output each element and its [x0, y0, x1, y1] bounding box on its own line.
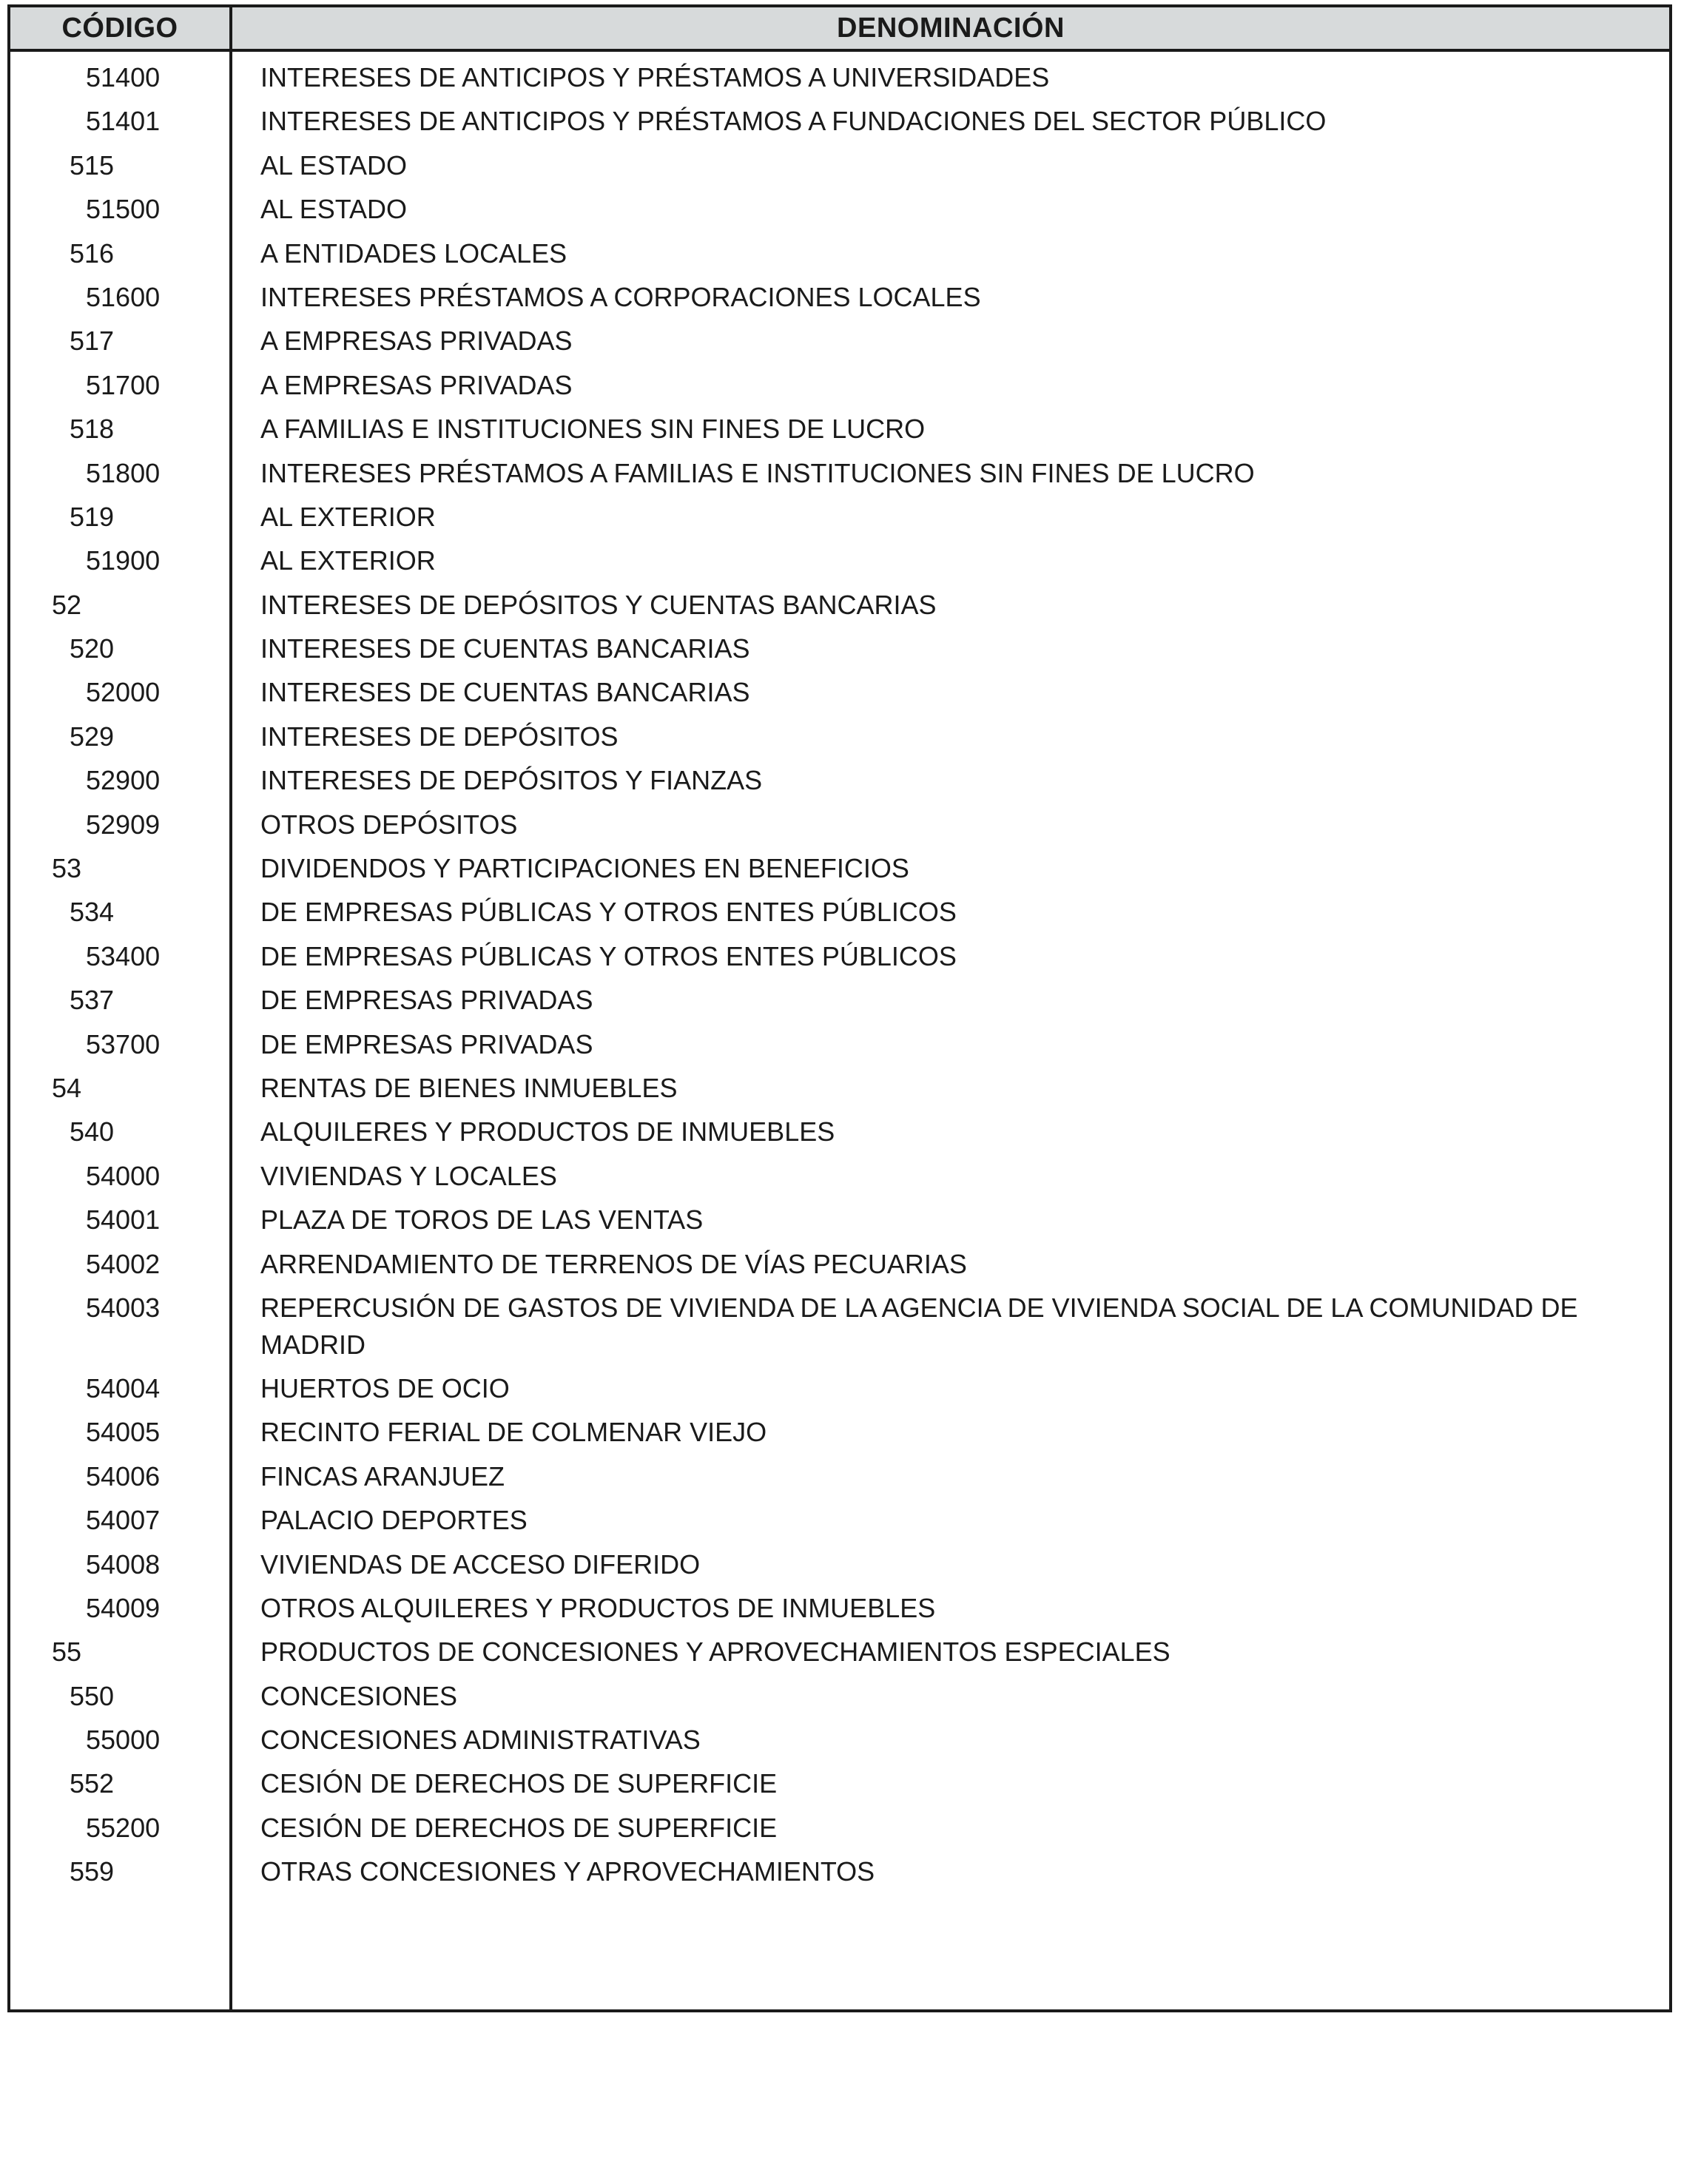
row-denomination: AL EXTERIOR [260, 501, 436, 532]
row-denomination: A FAMILIAS E INSTITUCIONES SIN FINES DE LUCRO [260, 414, 926, 445]
table-row [10, 938, 1669, 982]
row-denomination: DE EMPRESAS PRIVADAS [260, 1028, 593, 1059]
table-row [10, 542, 1669, 586]
row-code: 55000 [86, 1725, 161, 1756]
table-row [10, 1722, 1669, 1765]
row-denomination: HUERTOS DE OCIO [260, 1372, 510, 1403]
row-denomination: DE EMPRESAS PÚBLICAS Y OTROS ENTES PÚBLICOS [260, 897, 957, 928]
table-row [10, 1765, 1669, 1809]
row-code: 540 [70, 1116, 115, 1147]
row-denomination: AL EXTERIOR [260, 545, 436, 576]
row-code: 53700 [86, 1028, 161, 1059]
row-denomination: INTERESES PRÉSTAMOS A CORPORACIONES LOCALES [260, 281, 981, 312]
row-code: 51600 [86, 281, 161, 312]
table-row [10, 1458, 1669, 1502]
row-code: 54005 [86, 1417, 161, 1448]
row-code: 52909 [86, 809, 161, 840]
table-row [10, 762, 1669, 806]
table-row [10, 630, 1669, 674]
table-row [10, 1113, 1669, 1157]
table-row [10, 850, 1669, 894]
column-header-codigo: CÓDIGO [61, 13, 178, 44]
row-denomination: INTERESES DE DEPÓSITOS Y FIANZAS [260, 765, 763, 796]
row-code: 54002 [86, 1248, 161, 1279]
row-code: 54003 [86, 1292, 161, 1323]
table-row [10, 235, 1669, 279]
table-row [10, 1853, 1669, 1897]
row-denomination: ALQUILERES Y PRODUCTOS DE INMUEBLES [260, 1116, 835, 1147]
row-denomination: INTERESES DE ANTICIPOS Y PRÉSTAMOS A UNIVERSIDADES [260, 62, 1050, 92]
row-code: 51401 [86, 106, 161, 137]
table-row [10, 587, 1669, 630]
row-code: 53 [52, 853, 82, 884]
table-row [10, 191, 1669, 235]
row-code: 54007 [86, 1505, 161, 1536]
row-denomination: REPERCUSIÓN DE GASTOS DE VIVIENDA DE LA AGENCIA DE VIVIENDA SOCIAL DE LA COMUNIDAD DE MADRID [260, 1292, 1578, 1360]
table-row [10, 1201, 1669, 1245]
table-row [10, 806, 1669, 850]
row-denomination: DE EMPRESAS PÚBLICAS Y OTROS ENTES PÚBLICOS [260, 940, 957, 971]
row-denomination: A EMPRESAS PRIVADAS [260, 326, 573, 357]
table-row [10, 323, 1669, 366]
row-denomination: INTERESES DE DEPÓSITOS [260, 721, 619, 752]
table-row [10, 367, 1669, 411]
row-code: 51700 [86, 369, 161, 400]
row-code: 54006 [86, 1460, 161, 1492]
row-code: 52 [52, 589, 82, 620]
table-header [10, 7, 1669, 52]
row-code: 55200 [86, 1812, 161, 1843]
table-row [10, 279, 1669, 323]
row-denomination: CESIÓN DE DERECHOS DE SUPERFICIE [260, 1768, 778, 1799]
row-code: 54004 [86, 1372, 161, 1403]
row-denomination: VIVIENDAS Y LOCALES [260, 1160, 557, 1191]
row-denomination: INTERESES DE DEPÓSITOS Y CUENTAS BANCARIAS [260, 589, 937, 620]
table-row [10, 103, 1669, 146]
table-row [10, 1634, 1669, 1677]
row-denomination: OTROS ALQUILERES Y PRODUCTOS DE INMUEBLES [260, 1592, 936, 1623]
row-denomination: RENTAS DE BIENES INMUEBLES [260, 1072, 678, 1103]
table-row [10, 1026, 1669, 1070]
row-denomination: CONCESIONES ADMINISTRATIVAS [260, 1725, 701, 1756]
row-denomination: PLAZA DE TOROS DE LAS VENTAS [260, 1204, 704, 1236]
row-code: 53400 [86, 940, 161, 971]
row-code: 516 [70, 237, 115, 269]
row-denomination: OTRAS CONCESIONES Y APROVECHAMIENTOS [260, 1856, 875, 1887]
budget-code-table [7, 4, 1672, 2012]
row-code: 550 [70, 1680, 115, 1711]
table-row [10, 1414, 1669, 1457]
row-denomination: CESIÓN DE DERECHOS DE SUPERFICIE [260, 1812, 778, 1843]
table-row [10, 411, 1669, 454]
row-code: 54 [52, 1072, 82, 1103]
table-row [10, 1810, 1669, 1853]
row-code: 54001 [86, 1204, 161, 1236]
row-denomination: AL ESTADO [260, 194, 408, 225]
row-code: 51500 [86, 194, 161, 225]
row-code: 51800 [86, 457, 161, 488]
column-header-denominacion: DENOMINACIÓN [837, 13, 1065, 44]
table-row [10, 455, 1669, 499]
table-row [10, 674, 1669, 718]
row-denomination: INTERESES DE CUENTAS BANCARIAS [260, 677, 750, 708]
table-row [10, 1290, 1669, 1370]
row-denomination: OTROS DEPÓSITOS [260, 809, 518, 840]
row-code: 54009 [86, 1592, 161, 1623]
row-denomination: DE EMPRESAS PRIVADAS [260, 985, 593, 1016]
row-code: 552 [70, 1768, 115, 1799]
row-code: 52900 [86, 765, 161, 796]
row-denomination: RECINTO FERIAL DE COLMENAR VIEJO [260, 1417, 767, 1448]
row-code: 515 [70, 149, 115, 181]
row-code: 54008 [86, 1548, 161, 1580]
row-denomination: ARRENDAMIENTO DE TERRENOS DE VÍAS PECUARIAS [260, 1248, 967, 1279]
row-code: 519 [70, 501, 115, 532]
row-code: 520 [70, 633, 115, 664]
row-denomination: PALACIO DEPORTES [260, 1505, 528, 1536]
row-denomination: DIVIDENDOS Y PARTICIPACIONES EN BENEFICIOS [260, 853, 909, 884]
table-row [10, 1070, 1669, 1113]
table-row [10, 59, 1669, 103]
table-row [10, 1678, 1669, 1722]
row-denomination: INTERESES DE ANTICIPOS Y PRÉSTAMOS A FUNDACIONES DEL SECTOR PÚBLICO [260, 106, 1327, 137]
row-denomination: A ENTIDADES LOCALES [260, 237, 567, 269]
table-row [10, 1370, 1669, 1414]
row-code: 529 [70, 721, 115, 752]
row-code: 537 [70, 985, 115, 1016]
table-body [10, 59, 1669, 1898]
row-denomination: A EMPRESAS PRIVADAS [260, 369, 573, 400]
row-denomination: FINCAS ARANJUEZ [260, 1460, 505, 1492]
table-row [10, 499, 1669, 542]
table-row [10, 1546, 1669, 1590]
table-row [10, 982, 1669, 1025]
table-row [10, 147, 1669, 191]
row-denomination: VIVIENDAS DE ACCESO DIFERIDO [260, 1548, 701, 1580]
table-row [10, 1590, 1669, 1634]
row-denomination: INTERESES PRÉSTAMOS A FAMILIAS E INSTITUCIONES SIN FINES DE LUCRO [260, 457, 1255, 488]
table-row [10, 718, 1669, 762]
row-denomination: AL ESTADO [260, 149, 408, 181]
row-denomination: PRODUCTOS DE CONCESIONES Y APROVECHAMIENTOS ESPECIALES [260, 1637, 1170, 1668]
table-row [10, 1502, 1669, 1546]
table-row [10, 894, 1669, 937]
row-code: 54000 [86, 1160, 161, 1191]
row-code: 518 [70, 414, 115, 445]
row-code: 534 [70, 897, 115, 928]
table-row [10, 1246, 1669, 1290]
row-code: 52000 [86, 677, 161, 708]
row-code: 51400 [86, 62, 161, 92]
row-denomination: CONCESIONES [260, 1680, 458, 1711]
table-row [10, 1158, 1669, 1201]
row-code: 517 [70, 326, 115, 357]
row-code: 51900 [86, 545, 161, 576]
row-code: 559 [70, 1856, 115, 1887]
row-denomination: INTERESES DE CUENTAS BANCARIAS [260, 633, 750, 664]
row-code: 55 [52, 1637, 82, 1668]
